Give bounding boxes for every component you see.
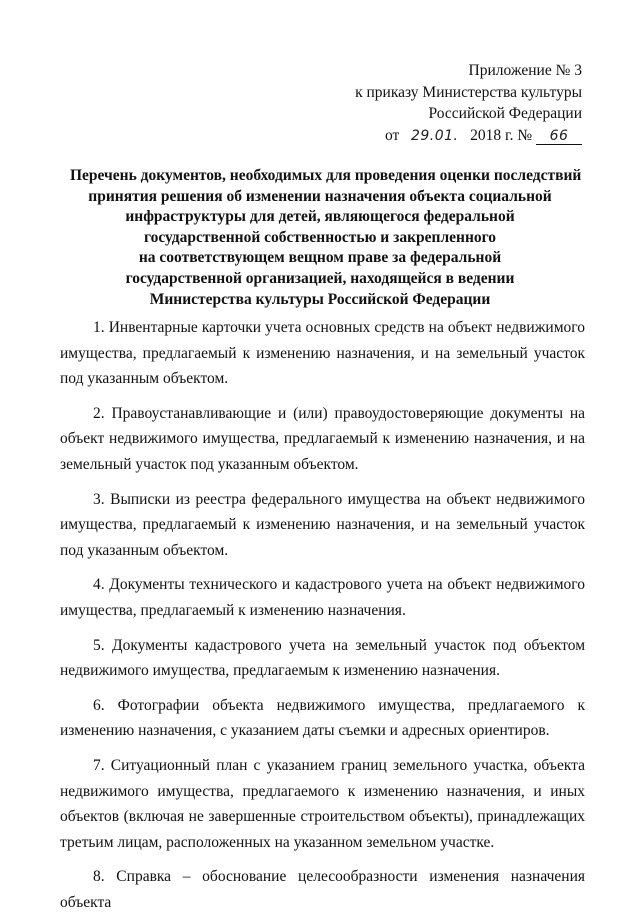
list-item: 6. Фотографии объекта недвижимого имущества, предлагаемого к изменению назначения, с указанием даты съемки и адресных ориентиров. xyxy=(60,696,585,740)
title-line: Министерства культуры Российской Федерации xyxy=(149,290,491,308)
title-line: Перечень документов, необходимых для проведения оценки последствий xyxy=(70,167,582,184)
order-prefix: от xyxy=(384,126,400,144)
title-line: государственной собственностью и закрепленного xyxy=(143,228,497,246)
annex-order-reference: к приказу Министерства культуры xyxy=(355,83,582,101)
title-line: инфраструктуры для детей, являющегося федеральной xyxy=(125,208,515,226)
order-date-handwritten: 29.01. xyxy=(410,127,459,144)
list-item: 7. Ситуационный план с указанием границ земельного участка, объекта недвижимого имущества, предлагаемого к изменению назначения, и иных объектов (включая не завершенные строительством объекты), принадлежащих третьим лицам, расположенных на указанном земельном участке. xyxy=(60,756,585,851)
list-item: 1. Инвентарные карточки учета основных средств на объект недвижимого имущества, предлагаемый к изменению назначения, и на земельный участок под указанным объектом. xyxy=(60,319,585,388)
order-date-line xyxy=(322,125,582,148)
list-item: 3. Выписки из реестра федерального имущества на объект недвижимого имущества, предлагаемый к изменению назначения, и на земельный участок под указанным объектом. xyxy=(60,490,585,559)
title-line: на соответствующем вещном праве за федеральной xyxy=(138,249,502,267)
list-item: 8. Справка – обоснование целесообразности изменения назначения объекта xyxy=(60,868,585,911)
annex-block xyxy=(322,60,582,147)
annex-ministry: Российской Федерации xyxy=(428,105,582,122)
order-number-handwritten: 66 xyxy=(536,128,582,145)
order-year: 2018 г. № xyxy=(470,126,533,144)
document-list xyxy=(60,315,585,924)
title-line: государственной организацией, находящейся в ведении xyxy=(125,269,515,287)
list-item: 5. Документы кадастрового учета на земельный участок под объектом недвижимого имущества, предлагаемым к изменению назначения. xyxy=(60,636,585,680)
document-title xyxy=(70,166,582,310)
list-item: 4. Документы технического и кадастрового учета на объект недвижимого имущества, предлагаемый к изменению назначения. xyxy=(60,576,585,619)
annex-number: Приложение № 3 xyxy=(468,62,582,79)
title-line: принятия решения об изменении назначения объекта социальной xyxy=(88,187,552,205)
list-item: 2. Правоустанавливающие и (или) правоудостоверяющие документы на объект недвижимого имущества, предлагаемый к изменению назначения, и на земельный участок под указанным объектом. xyxy=(60,404,585,473)
